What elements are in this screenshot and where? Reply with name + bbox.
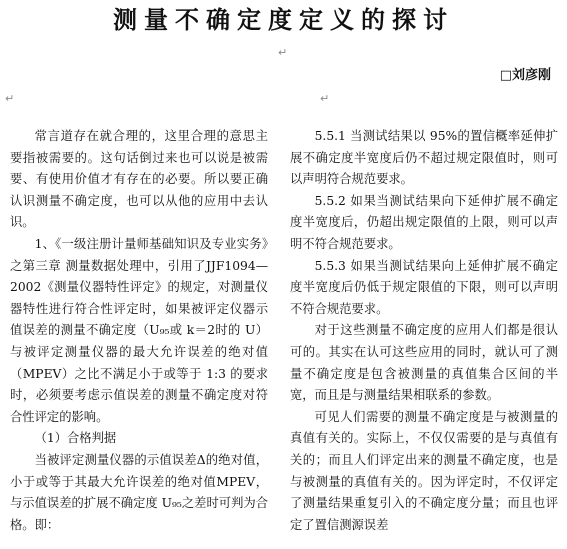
- paragraph: 对于这些测量不确定度的应用人们都是很认可的。其实在认可这些应用的同时，就认可了测量不确定度是包含被测量的真值集合区间的半宽，而且是与测量结果相联系的参数。: [290, 323, 558, 403]
- paragraph: 当被评定测量仪器的示值误差Δ的绝对值，小于或等于其最大允许误差的绝对值MPEV，与示值误差的扩展不确定度 U₉₅之差时可判为合格。即：: [10, 452, 268, 532]
- paragraph: 1、《一级注册计量师基础知识及专业实务》之第三章 测量数据处理中，引用了JJF1094—2002《测量仪器特性评定》的规定，对测量仪器特性进行符合性评定时，如果被评定仪器示值误差的测量不确定度（U₉₅或 k＝2时的 U）与被评定测量仪器的最大允许误差的绝对值（MPEV）之比不满足小于或等于 1:3 的要求时，必须要考虑示值误差的测量不确定度对符合性评定的影响。: [10, 236, 268, 424]
- paragraph: （1）合格判据: [34, 431, 117, 446]
- article-title: 测量不确定度定义的探讨: [113, 5, 454, 34]
- paragraph: 常言道存在就合理的，这里合理的意思主要指被需要的。这句话倒过来也可以说是被需要、有使用价值才有存在的必要。所以要正确认识测量不确定度，也可以从他的应用中去认识。: [10, 129, 268, 230]
- paragraph-mark-icon: ↵: [5, 92, 15, 105]
- right-column: [290, 126, 558, 536]
- paragraph: 5.5.3 如果当测试结果向上延伸扩展不确定度半宽度后仍低于规定限值的下限，则可以声明不符合规范要求。: [290, 258, 558, 316]
- paragraph: 5.5.2 如果当测试结果向下延伸扩展不确定度半宽度后，仍超出规定限值的上限，则可以声明不符合规范要求。: [290, 193, 558, 251]
- paragraph-mark-icon: ↵: [278, 46, 288, 59]
- paragraph: 可见人们需要的测量不确定度是与被测量的真值有关的。实际上，不仅仅需要的是与真值有关的；而且人们评定出来的测量不确定度，也是与被测量的真值有关的。因为评定时，不仅评定了测量结果重复引入的不确定度分量；而且也评定了置信测源误差: [290, 409, 558, 532]
- paragraph-mark-icon: ↵: [320, 92, 330, 105]
- paragraph: 5.5.1 当测试结果以 95%的置信概率延伸扩展不确定度半宽度后仍不超过规定限值时，则可以声明符合规范要求。: [290, 129, 558, 187]
- author-name: □刘彦刚: [499, 68, 551, 83]
- left-column: [10, 126, 268, 536]
